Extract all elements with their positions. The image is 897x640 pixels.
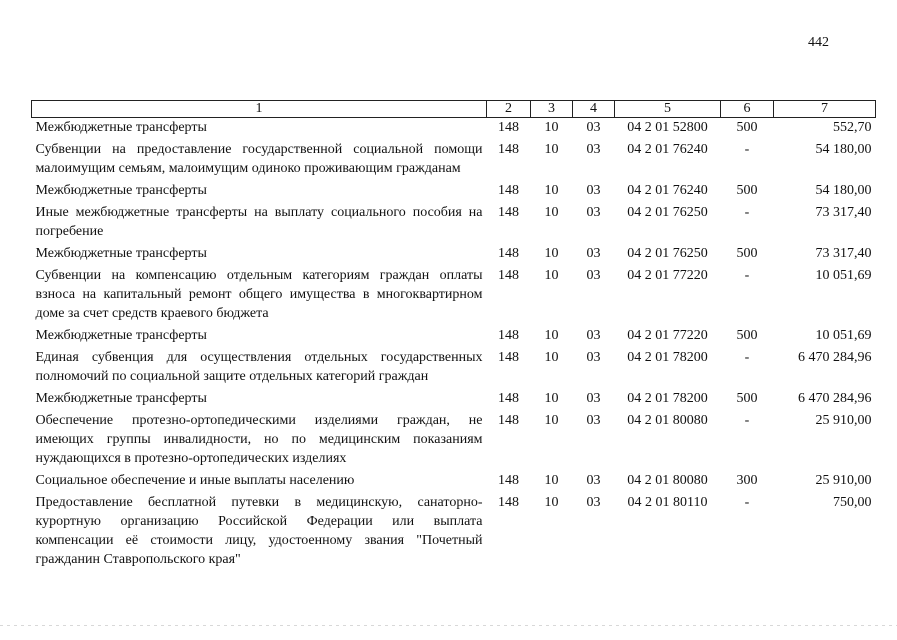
target-article-cell: 04 2 01 80110	[627, 495, 708, 510]
subsection-cell: 03	[586, 495, 601, 510]
target-article-cell: 04 2 01 78200	[627, 391, 708, 406]
subsection-cell: 03	[586, 413, 601, 428]
code-cell: 148	[498, 391, 519, 406]
subsection-cell: 03	[586, 350, 601, 365]
target-article-cell: 04 2 01 80080	[627, 413, 708, 428]
item-name-cell: Межбюджетные трансферты	[35, 246, 207, 261]
table-row	[32, 203, 876, 244]
column-header: 7	[774, 101, 876, 118]
amount-cell: 6 470 284,96	[798, 391, 872, 406]
expense-type-cell: -	[744, 495, 750, 510]
item-name-cell: Межбюджетные трансферты	[35, 391, 207, 406]
header-row	[32, 101, 876, 118]
code-cell: 148	[498, 473, 519, 488]
code-cell: 148	[498, 268, 519, 283]
table-row	[32, 493, 876, 572]
budget-table	[31, 100, 876, 572]
target-article-cell: 04 2 01 52800	[627, 120, 708, 135]
expense-type-cell: 300	[736, 473, 758, 488]
target-article-cell: 04 2 01 80080	[627, 473, 708, 488]
target-article-cell: 04 2 01 77220	[627, 268, 708, 283]
table-row	[32, 244, 876, 266]
amount-cell: 25 910,00	[815, 413, 872, 428]
section-cell: 10	[544, 473, 559, 488]
amount-cell: 73 317,40	[815, 205, 872, 220]
column-header: 4	[573, 101, 615, 118]
code-cell: 148	[498, 350, 519, 365]
amount-cell: 6 470 284,96	[798, 350, 872, 365]
subsection-cell: 03	[586, 142, 601, 157]
amount-cell: 25 910,00	[815, 473, 872, 488]
section-cell: 10	[544, 183, 559, 198]
code-cell: 148	[498, 246, 519, 261]
section-cell: 10	[544, 120, 559, 135]
subsection-cell: 03	[586, 205, 601, 220]
code-cell: 148	[498, 413, 519, 428]
section-cell: 10	[544, 350, 559, 365]
section-cell: 10	[544, 268, 559, 283]
target-article-cell: 04 2 01 76240	[627, 183, 708, 198]
target-article-cell: 04 2 01 76250	[627, 205, 708, 220]
item-name-cell: Обеспечение протезно-ортопедическими изделиями граждан, не имеющих группы инвалидности, но по медицинским показаниям нуждающихся в протезно-ортопедических изделиях	[35, 413, 483, 466]
subsection-cell: 03	[586, 246, 601, 261]
scan-artifact-line	[0, 624, 897, 627]
code-cell: 148	[498, 142, 519, 157]
table-row	[32, 140, 876, 181]
item-name-cell: Межбюджетные трансферты	[35, 183, 207, 198]
amount-cell: 552,70	[833, 120, 872, 135]
target-article-cell: 04 2 01 78200	[627, 350, 708, 365]
table-row	[32, 411, 876, 471]
item-name-cell: Иные межбюджетные трансферты на выплату социального пособия на погребение	[35, 205, 483, 239]
table-row	[32, 266, 876, 326]
section-cell: 10	[544, 328, 559, 343]
subsection-cell: 03	[586, 120, 601, 135]
page-number: 442	[808, 35, 829, 50]
section-cell: 10	[544, 391, 559, 406]
table-row	[32, 389, 876, 411]
expense-type-cell: -	[744, 205, 750, 220]
expense-type-cell: -	[744, 142, 750, 157]
expense-type-cell: 500	[736, 120, 758, 135]
code-cell: 148	[498, 495, 519, 510]
item-name-cell: Предоставление бесплатной путевки в медицинскую, санаторно-курортную организацию Российской Федерации или выплата компенсации её стоимости лицу, удостоенному звания "Почетный гражданин Ставропольского края"	[35, 495, 483, 567]
amount-cell: 10 051,69	[815, 328, 872, 343]
amount-cell: 54 180,00	[815, 183, 872, 198]
expense-type-cell: -	[744, 413, 750, 428]
expense-type-cell: 500	[736, 183, 758, 198]
item-name-cell: Единая субвенция для осуществления отдельных государственных полномочий по социальной защите отдельных категорий граждан	[35, 350, 483, 384]
amount-cell: 750,00	[833, 495, 872, 510]
section-cell: 10	[544, 495, 559, 510]
target-article-cell: 04 2 01 76250	[627, 246, 708, 261]
amount-cell: 73 317,40	[815, 246, 872, 261]
item-name-cell: Межбюджетные трансферты	[35, 328, 207, 343]
code-cell: 148	[498, 183, 519, 198]
expense-type-cell: -	[744, 350, 750, 365]
table-row	[32, 118, 876, 141]
amount-cell: 10 051,69	[815, 268, 872, 283]
column-header: 1	[32, 101, 487, 118]
column-header: 5	[615, 101, 721, 118]
expense-type-cell: 500	[736, 328, 758, 343]
column-header: 2	[487, 101, 531, 118]
section-cell: 10	[544, 246, 559, 261]
target-article-cell: 04 2 01 76240	[627, 142, 708, 157]
section-cell: 10	[544, 413, 559, 428]
code-cell: 148	[498, 205, 519, 220]
item-name-cell: Субвенции на предоставление государственной социальной помощи малоимущим семьям, малоимущим одиноко проживающим гражданам	[35, 142, 483, 176]
expense-type-cell: 500	[736, 391, 758, 406]
expense-type-cell: -	[744, 268, 750, 283]
table-row	[32, 471, 876, 493]
item-name-cell: Социальное обеспечение и иные выплаты населению	[35, 473, 355, 488]
section-cell: 10	[544, 205, 559, 220]
target-article-cell: 04 2 01 77220	[627, 328, 708, 343]
column-header: 6	[721, 101, 774, 118]
code-cell: 148	[498, 328, 519, 343]
subsection-cell: 03	[586, 473, 601, 488]
subsection-cell: 03	[586, 391, 601, 406]
table-row	[32, 181, 876, 203]
item-name-cell: Межбюджетные трансферты	[35, 120, 207, 135]
table-body	[32, 118, 876, 573]
expense-type-cell: 500	[736, 246, 758, 261]
code-cell: 148	[498, 120, 519, 135]
subsection-cell: 03	[586, 268, 601, 283]
column-header: 3	[531, 101, 573, 118]
table-header	[32, 101, 876, 118]
amount-cell: 54 180,00	[815, 142, 872, 157]
section-cell: 10	[544, 142, 559, 157]
subsection-cell: 03	[586, 183, 601, 198]
item-name-cell: Субвенции на компенсацию отдельным категориям граждан оплаты взноса на капитальный ремонт общего имущества в многоквартирном доме за счет средств краевого бюджета	[35, 268, 483, 321]
subsection-cell: 03	[586, 328, 601, 343]
table-row	[32, 348, 876, 389]
table-row	[32, 326, 876, 348]
